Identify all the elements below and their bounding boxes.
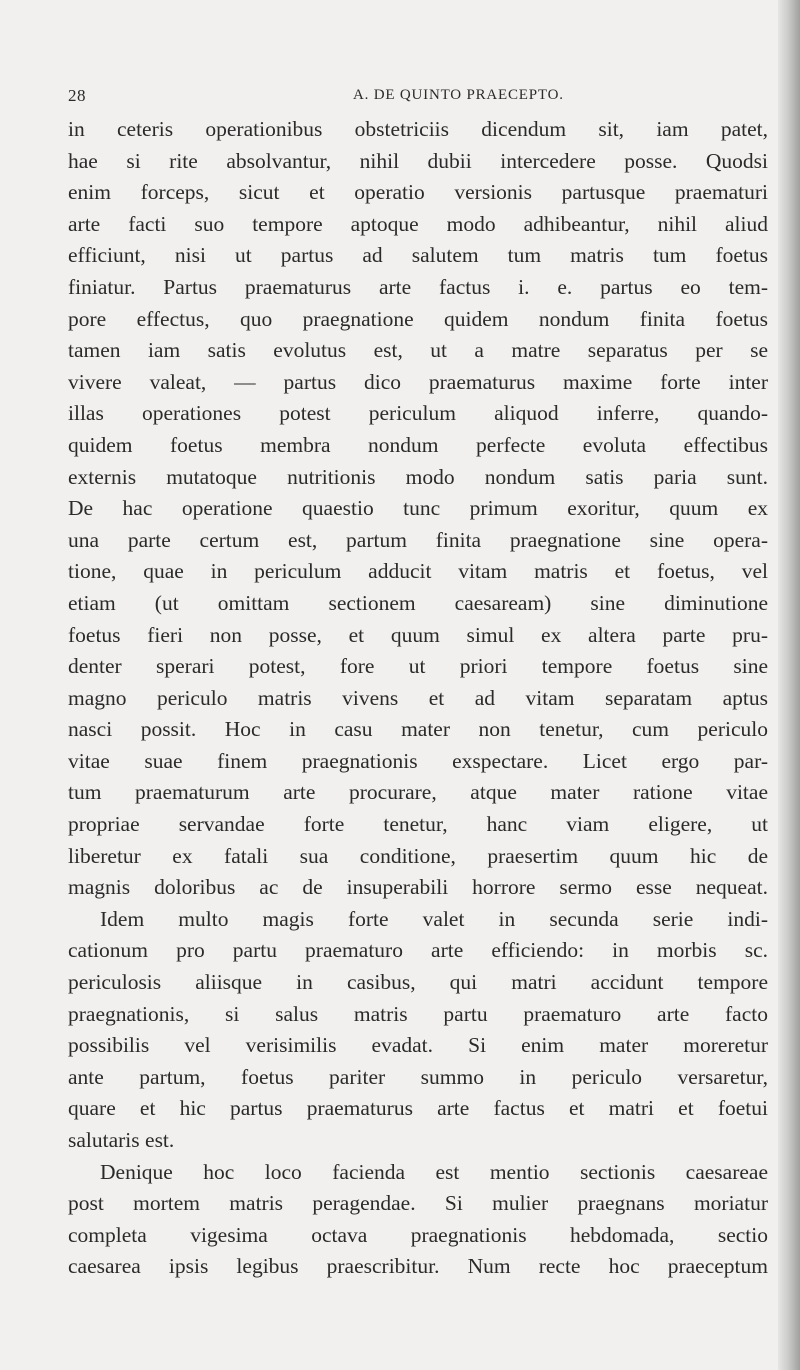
text-line: foetus fieri non posse, et quum simul ex altera parte pru-	[68, 622, 768, 647]
text-line: arte facti suo tempore aptoque modo adhibeantur, nihil aliud	[68, 211, 768, 236]
text-line: Denique hoc loco facienda est mentio sectionis caesareae	[100, 1159, 768, 1184]
text-line: vivere valeat, — partus dico praematurus maxime forte inter	[68, 369, 768, 394]
body-text	[68, 114, 768, 1283]
text-line: externis mutatoque nutritionis modo nondum satis paria sunt.	[68, 464, 768, 489]
text-line: De hac operatione quaestio tunc primum exoritur, quum ex	[68, 496, 768, 521]
text-line: quare et hic partus praematurus arte factus et matri et foetui	[68, 1096, 768, 1121]
text-line: praegnationis, si salus matris partu praematuro arte facto	[68, 1001, 768, 1026]
page-header	[68, 86, 748, 112]
text-line: tum praematurum arte procurare, atque mater ratione vitae	[68, 780, 768, 805]
text-line: denter sperari potest, fore ut priori tempore foetus sine	[68, 654, 768, 679]
text-line: enim forceps, sicut et operatio versionis partusque praematuri	[68, 180, 768, 205]
text-line: propriae servandae forte tenetur, hanc viam eligere, ut	[68, 812, 768, 837]
text-line: periculosis aliisque in casibus, qui matri accidunt tempore	[68, 970, 768, 995]
text-line: cationum pro partu praematuro arte efficiendo: in morbis sc.	[68, 938, 768, 963]
text-line: Idem multo magis forte valet in secunda serie indi-	[100, 906, 768, 931]
text-line: nasci possit. Hoc in casu mater non tenetur, cum periculo	[68, 717, 768, 742]
text-line: efficiunt, nisi ut partus ad salutem tum matris tum foetus	[68, 243, 768, 268]
text-line: possibilis vel verisimilis evadat. Si enim mater moreretur	[68, 1033, 768, 1058]
text-line: in ceteris operationibus obstetriciis dicendum sit, iam patet,	[68, 117, 768, 141]
text-line: magno periculo matris vivens et ad vitam separatam aptus	[68, 685, 768, 710]
text-line: completa vigesima octava praegnationis hebdomada, sectio	[68, 1222, 768, 1247]
text-line: tamen iam satis evolutus est, ut a matre separatus per se	[68, 338, 768, 363]
text-line: illas operationes potest periculum aliquod inferre, quando-	[68, 401, 768, 426]
text-line: liberetur ex fatali sua conditione, praesertim quum hic de	[68, 843, 768, 868]
text-line: una parte certum est, partum finita praegnatione sine opera-	[68, 527, 768, 552]
text-line: salutaris est.	[68, 1128, 175, 1152]
text-line: magnis doloribus ac de insuperabili horrore sermo esse nequeat.	[68, 875, 768, 900]
text-line: ante partum, foetus pariter summo in periculo versaretur,	[68, 1064, 768, 1089]
text-line: pore effectus, quo praegnatione quidem nondum finita foetus	[68, 306, 768, 331]
text-line: quidem foetus membra nondum perfecte evoluta effectibus	[68, 432, 768, 457]
text-line: finiatur. Partus praematurus arte factus i. e. partus eo tem-	[68, 274, 768, 299]
page-number: 28	[68, 86, 86, 105]
text-line: hae si rite absolvantur, nihil dubii intercedere posse. Quodsi	[68, 148, 768, 173]
text-line: post mortem matris peragendae. Si mulier praegnans moriatur	[68, 1191, 768, 1216]
page-edge-shadow	[778, 0, 800, 1370]
text-line: etiam (ut omittam sectionem caesaream) sine diminutione	[68, 590, 768, 615]
running-head: A. DE QUINTO PRAECEPTO.	[353, 87, 564, 103]
text-line: caesarea ipsis legibus praescribitur. Num recte hoc praeceptum	[68, 1254, 768, 1279]
text-line: vitae suae finem praegnationis exspectare. Licet ergo par-	[68, 748, 768, 773]
text-line: tione, quae in periculum adducit vitam matris et foetus, vel	[68, 559, 768, 584]
